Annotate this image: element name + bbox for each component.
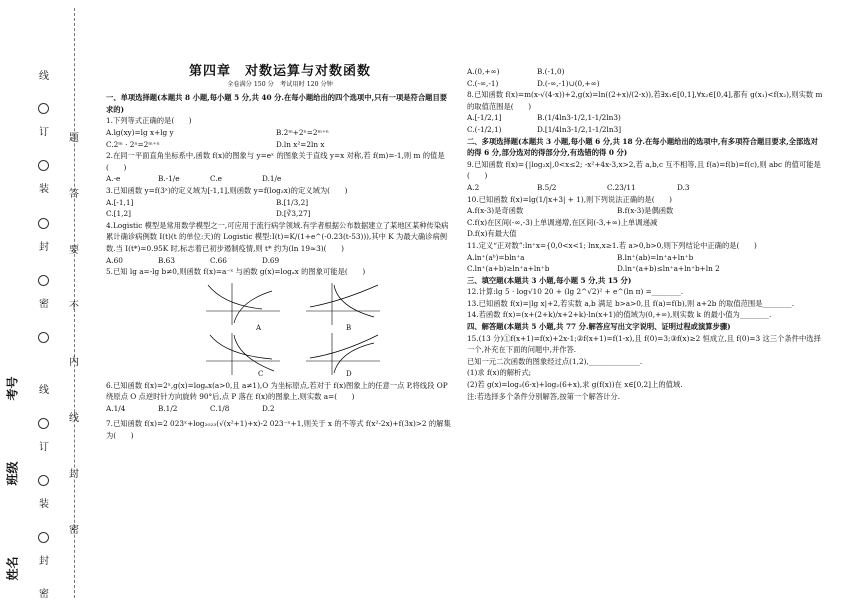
question-text: (2)若 g(x)=log₂(6-x)+log₂(6+x),求 g(f(x))在 x∈[0,2]上的值域. — [467, 380, 683, 390]
question-text: 已知一元二次函数的图象经过点(1,2),______________. — [467, 356, 643, 366]
option: D.3 — [677, 182, 690, 192]
seal-char: 装 — [39, 184, 49, 195]
option: B.(1/4ln3-1/2,1-1/2ln3) — [537, 113, 621, 123]
graph-options — [106, 281, 454, 377]
option-row — [467, 78, 823, 90]
seal-circle — [38, 418, 49, 429]
graph-b — [302, 281, 384, 325]
seal-char: 订 — [39, 127, 49, 138]
option: B.5/2 — [537, 182, 557, 192]
graph-a — [202, 281, 284, 325]
question-stem: 4.Logistic 模型是常用数学模型之一,可应用于流行病学领域.有学者根据公布数据建立了某地区某种传染病累计确诊病例数 I(t)(t 的单位:天)的 Logistic 模型:I(t)=K/(1+e^(-0.23(t-53))),其中 K 为最大确诊病例数.当 I(t*)=0.95K 时,标志着已初步遏制疫情,则 t* 约为(ln 19≈3)( ) — [106, 220, 449, 253]
seal-circle — [38, 275, 49, 286]
question-stem: 14.若函数 f(x)=(x+(2+k)/x+2+k)·ln(x+1)的值域为(0,+∞),则实数 k 的最小值为________. — [467, 310, 772, 320]
question-stem: 9.已知函数 f(x)={|log₂x|,0<x≤2; -x²+4x-3,x>2,若 a,b,c 互不相等,且 f(a)=f(b)=f(c),则 abc 的值可能是( ) — [467, 159, 821, 181]
seal-char: 封 — [39, 556, 49, 567]
option: A.lg(xy)=lg x+lg y — [106, 127, 174, 137]
graph-d — [302, 331, 384, 375]
option: D.f(x)有最大值 — [467, 229, 517, 239]
question-stem: 7.已知函数 f(x)=2 023ˣ+log₂₀₂₃(√(x²+1)+x)-2 023⁻ˣ+1,则关于 x 的不等式 f(x²-2x)+f(3x)>2 的解集为( ) — [106, 419, 451, 441]
seal-char: 答 — [69, 189, 79, 200]
seal-char: 题 — [69, 133, 79, 144]
option-row — [106, 208, 454, 220]
option: D.2 — [262, 403, 275, 413]
question-note: 注:若选择多个条件分别解答,按第一个解答计分. — [467, 391, 621, 401]
option: B.f(x-3)是偶函数 — [617, 206, 674, 216]
option: B.ln⁺(ab)=ln⁺a+ln⁺b — [617, 252, 694, 262]
section-heading: 四、解答题(本题共 5 小题,共 77 分.解答应写出文字说明、证明过程或演算步骤) — [467, 322, 731, 332]
section-heading: 一、单项选择题(本题共 8 小题,每小题 5 分,共 40 分.在每小题给出的四个选项中,只有一项是符合题目要求的) — [106, 93, 448, 114]
question-stem: 5.已知 lg a=-lg b≠0,则函数 f(x)=a⁻ˣ 与函数 g(x)=logₐx 的图象可能是( ) — [106, 267, 366, 277]
option-row — [106, 255, 454, 267]
option: A.[-1,1] — [106, 197, 134, 207]
seal-char: 密 — [39, 299, 49, 310]
seal-circle — [38, 532, 49, 543]
seal-char: 线 — [39, 71, 49, 82]
question-stem: 12.计算:lg 5 · log√10 20 + (lg 2^√2)² + e^(ln π) =________. — [467, 287, 684, 297]
page-title: 第四章 对数运算与对数函数 — [188, 64, 371, 79]
option: C.66 — [210, 255, 227, 265]
option: B.[1/3,2] — [276, 197, 309, 207]
option: B.(-1,0) — [537, 67, 565, 76]
seal-circle — [38, 160, 49, 171]
option: B.2ᵐ+2ⁿ=2ᵐ⁺ⁿ — [276, 127, 329, 137]
option: A.2 — [467, 182, 480, 192]
option: A.[-1/2,1] — [467, 113, 502, 123]
right-column — [467, 66, 823, 402]
graph-c — [202, 331, 284, 375]
option-row — [467, 252, 823, 264]
option-row — [467, 66, 823, 78]
option: D.[∛3,27] — [276, 209, 311, 219]
seal-char: 线 — [39, 385, 49, 396]
question-stem: 1.下列等式正确的是( ) — [106, 116, 192, 126]
binding-margin — [0, 0, 96, 608]
option: C.(-1/2,1) — [467, 124, 502, 134]
option: C.2ᵐ · 2ⁿ=2ᵐ⁺ⁿ — [106, 139, 160, 149]
graph-label: D — [346, 369, 352, 378]
seal-char: 密 — [39, 589, 49, 600]
seal-circle — [38, 218, 49, 229]
class-label: 班级 — [5, 461, 20, 486]
graph-label: B — [346, 323, 352, 332]
option: D.[1/4ln3-1/2,1-1/2ln3] — [537, 124, 622, 134]
option: A.60 — [106, 255, 123, 265]
seal-circle — [38, 103, 49, 114]
question-stem: 8.已知函数 f(x)=m(x-√(4-x))+2,g(x)=ln((2+x)/(2-x)),若∃x₁∈[0,1],∀x₂∈[0,4],都有 g(x₁)<f(x₂),则实数 m 的取值范围是( ) — [467, 90, 823, 111]
option: B.63 — [158, 255, 175, 265]
name-label: 姓名 — [5, 556, 20, 581]
option: C.(-∞,-1) — [467, 78, 499, 88]
option: A.ln⁺(aᵇ)=bln⁺a — [467, 252, 525, 262]
option: C.e — [210, 174, 222, 184]
option: D.69 — [262, 255, 280, 265]
left-column — [106, 66, 454, 442]
option-row — [106, 197, 454, 209]
option: A.(0,+∞) — [467, 67, 500, 76]
option: C.23/11 — [607, 182, 636, 192]
option: C.ln⁺(a+b)≥ln⁺a+ln⁺b — [467, 264, 550, 274]
option-row — [106, 127, 454, 139]
option-row — [467, 112, 823, 124]
seal-char: 要 — [69, 245, 79, 256]
seal-char: 订 — [39, 442, 49, 453]
option: D.(-∞,-1)∪(0,+∞) — [537, 78, 600, 88]
option-row — [106, 139, 454, 151]
option-row — [106, 403, 454, 415]
seal-char: 装 — [39, 499, 49, 510]
option: D.1/e — [262, 174, 282, 184]
seal-char: 不 — [69, 301, 79, 312]
question-stem: 11.定义“正对数”:ln⁺x={0,0<x<1; lnx,x≥1.若 a>0,b>0,则下列结论中正确的是( ) — [467, 240, 757, 250]
option: A.f(x-3)是奇函数 — [467, 206, 524, 216]
seal-circle — [38, 475, 49, 486]
option: A.-e — [106, 174, 121, 184]
option: B.1/2 — [158, 403, 178, 413]
option-row — [467, 182, 823, 194]
option-row — [467, 205, 823, 217]
option-row — [467, 124, 823, 136]
question-stem: 3.已知函数 y=f(3ˣ)的定义域为[-1,1],则函数 y=f(log₃x)的定义域为( ) — [106, 185, 348, 195]
seal-char: 内 — [69, 357, 79, 368]
question-stem: 15.(13 分)①f(x+1)=f(x)+2x-1;②f(x+1)=f(1-x),且 f(0)=3;③f(x)≥2 恒成立,且 f(0)=3 这三个条件中选择一个,补充在下面的问题中,并作答. — [467, 333, 821, 355]
question-stem: 6.已知函数 f(x)=2ˣ,g(x)=logₐx(a>0,且 a≠1),O 为坐标原点,若对于 f(x)图象上的任意一点 P,将线段 OP 绕原点 O 点逆时针方向旋转 90°后,点 P 落在 f(x)的图象上,则实数 a=( ) — [106, 380, 448, 402]
section-heading: 三、填空题(本题共 3 小题,每小题 5 分,共 15 分) — [467, 275, 632, 285]
graph-label: C — [258, 369, 264, 378]
question-stem: 10.已知函数 f(x)=lg(1/|x+3| + 1),则下列说法正确的是( ) — [467, 194, 672, 204]
exam-number-label: 考号 — [5, 376, 20, 401]
seal-char: 封 — [69, 469, 79, 480]
seal-char: 密 — [69, 525, 79, 536]
option: C.f(x)在区间(-∞,-3)上单调递增,在区间(-3,+∞)上单调递减 — [467, 217, 658, 227]
section-heading: 二、多项选择题(本题共 3 小题,每小题 6 分,共 18 分.在每小题给出的选项中,有多项符合题目要求,全部选对的得 6 分,部分选对的得部分分,有选错的得 0 分) — [467, 136, 818, 158]
question-stem: 2.在同一平面直角坐标系中,函数 f(x)的图象与 y=eˣ 的图象关于直线 y=x 对称,若 f(m)=-1,则 m 的值是( ) — [106, 151, 445, 172]
seal-circle — [38, 332, 49, 343]
option: B.-1/e — [158, 174, 180, 184]
graph-label: A — [256, 323, 262, 332]
option-row — [106, 173, 454, 185]
seal-char: 线 — [69, 413, 79, 424]
question-stem: 13.已知函数 f(x)=|lg x|+2,若实数 a,b 满足 b>a>0,且 f(a)=f(b),则 a+2b 的取值范围是________. — [467, 298, 795, 308]
option-row — [467, 263, 823, 275]
option: D.ln⁺(a+b)≤ln⁺a+ln⁺b+ln 2 — [617, 264, 720, 274]
option: C.[1,2] — [106, 209, 131, 219]
question-text: (1)求 f(x)的解析式; — [467, 368, 532, 378]
option: A.1/4 — [106, 403, 126, 413]
option: C.1/8 — [210, 403, 230, 413]
seal-char: 封 — [39, 242, 49, 253]
option: D.ln x²=2ln x — [276, 139, 325, 149]
page-subtitle: 全卷满分 150 分 考试用时 120 分钟 — [227, 80, 333, 88]
